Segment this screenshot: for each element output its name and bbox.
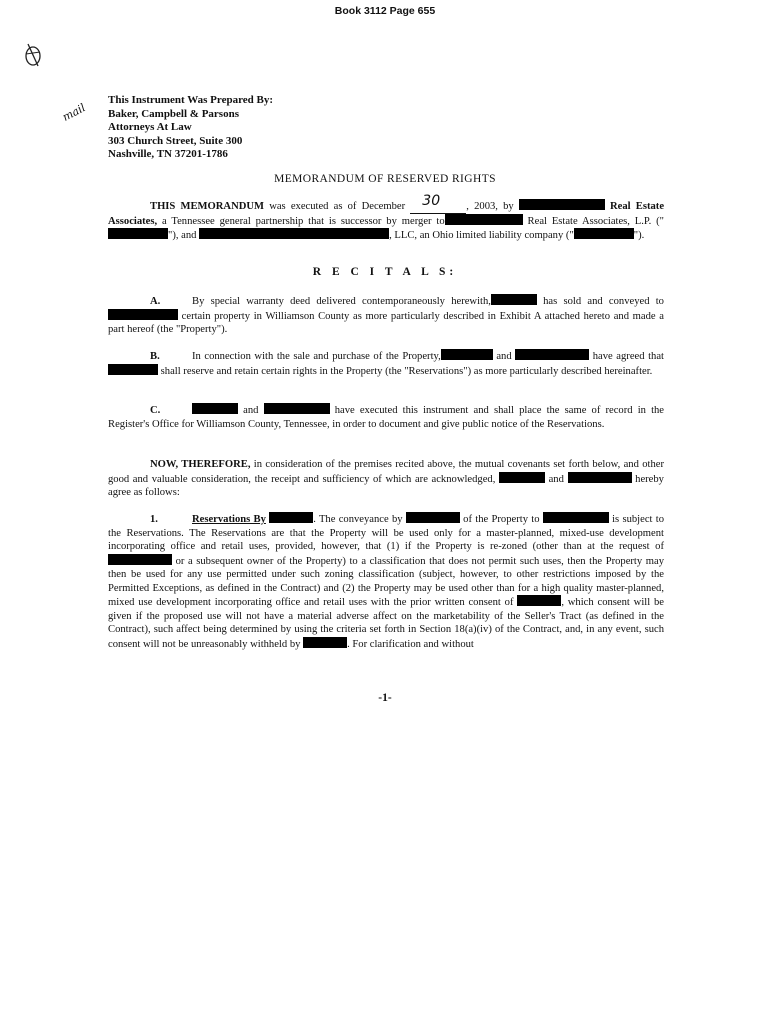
section-text: is subject to the Reservations. The Reservations are that the Property will be used only for a master-planned, mixed-use development incorporating office and retail uses, provided, however, that (1) if the Property is re-zoned (other than at the request of <box>108 514 664 552</box>
page-number: -1- <box>378 692 392 704</box>
redaction-bar <box>574 228 634 239</box>
section-text: . The conveyance by <box>313 514 406 525</box>
recital-b <box>108 349 664 378</box>
redaction-bar <box>515 349 589 360</box>
section-1 <box>108 512 664 651</box>
intro-text: was executed as of December <box>264 201 411 212</box>
redaction-bar <box>499 472 545 483</box>
now-therefore-text: and <box>544 473 568 485</box>
intro-text: Real Estate Associates, L.P. (" <box>527 215 665 227</box>
handwritten-date: 30 <box>422 192 441 209</box>
intro-text: , 2003, by <box>466 201 519 212</box>
intro-text: a Tennessee general partnership that is successor by merger to <box>157 215 445 227</box>
recital-label: C. <box>150 405 161 416</box>
redaction-bar <box>199 228 389 239</box>
redaction-bar <box>108 364 158 375</box>
recital-text: By special warranty deed delivered contemporaneously herewith, <box>192 296 491 307</box>
section-text: , which consent will be given if the proposed use will not have a material adverse affect on the marketability of the Seller's Tract (as defined in the Contract), such affect being determined by using the criteria set forth in Section 18(a)(iv) of the Contract, and, in any event, such consent will not be unreasonably withheld by <box>108 597 664 650</box>
section-text: . For clarification and without <box>347 638 474 650</box>
redaction-bar <box>269 512 313 523</box>
recital-a <box>108 294 664 337</box>
recital-text: shall reserve and retain certain rights in the Property (the "Reservations") as more particularly described hereinafter. <box>158 365 653 377</box>
now-therefore-text: in consideration of the premises recited above, the mutual covenants set forth below, and other good and valuable consideration, the receipt and sufficiency of which are acknowledged, <box>108 459 664 485</box>
redaction-bar <box>108 309 178 320</box>
redaction-bar <box>491 294 537 305</box>
redaction-bar <box>192 403 238 414</box>
now-therefore-paragraph <box>108 458 664 500</box>
redaction-bar <box>543 512 609 523</box>
now-therefore-lead: NOW, THEREFORE, <box>150 459 251 470</box>
recital-text: In connection with the sale and purchase of the Property, <box>192 351 441 362</box>
handwritten-initial-mark <box>22 42 44 68</box>
book-page-header: Book 3112 Page 655 <box>334 5 436 17</box>
intro-text: "). <box>633 230 645 241</box>
redaction-bar <box>406 512 460 523</box>
intro-text: "), and <box>168 230 200 241</box>
redaction-bar <box>517 595 561 606</box>
redaction-bar <box>108 228 168 239</box>
recital-text: and <box>492 351 516 362</box>
section-text: of the Property to <box>459 514 543 525</box>
preparer-line: Baker, Campbell & Parsons <box>108 107 239 120</box>
recital-label: B. <box>150 351 160 362</box>
handwritten-date-blank <box>410 192 466 214</box>
intro-paragraph <box>108 192 665 243</box>
redaction-bar <box>441 349 493 360</box>
section-number: 1. <box>150 514 158 525</box>
recital-text: have agreed that <box>589 351 664 362</box>
recital-label: A. <box>150 296 161 307</box>
redaction-bar <box>108 554 172 565</box>
recital-c <box>108 403 664 431</box>
recitals-heading: R E C I T A L S: <box>312 266 458 278</box>
intro-text: Real Estate Associates, <box>108 201 665 227</box>
now-therefore-text: hereby agree as follows: <box>108 473 664 498</box>
section-heading: Reservations By <box>192 514 266 525</box>
recital-text: have executed this instrument and shall place the same of record in the Register's Office for Williamson County, Tennessee, in order to document and give public notice of the Reservations. <box>108 405 665 430</box>
document-title: MEMORANDUM OF RESERVED RIGHTS <box>274 173 496 185</box>
preparer-block <box>108 94 273 162</box>
redaction-bar <box>519 199 605 210</box>
recital-text: certain property in Williamson County as more particularly described in Exhibit A attached hereto and made a part hereof (the "Property"). <box>108 310 664 335</box>
redaction-bar <box>264 403 330 414</box>
intro-text: , LLC, an Ohio limited liability company (" <box>389 230 574 241</box>
preparer-line: Attorneys At Law <box>108 121 192 134</box>
recital-text: and <box>238 405 264 416</box>
redaction-bar <box>303 637 347 648</box>
redaction-bar <box>445 214 523 225</box>
preparer-line: 303 Church Street, Suite 300 <box>108 134 243 147</box>
preparer-line: Nashville, TN 37201-1786 <box>108 148 228 161</box>
redaction-bar <box>568 472 632 483</box>
recital-text: has sold and conveyed to <box>536 296 664 307</box>
section-text: or a subsequent owner of the Property) to a classification that does not permit such uses, then the Property may then be used for any use permitted under such zoning classification (subject, however, to other restrictions imposed by the Permitted Exceptions, as defined in the Contract) and (2) the Property may be used other than for a high quality master-planned, mixed use development incorporating office and retail uses with the prior written consent of <box>108 555 664 608</box>
intro-lead: THIS MEMORANDUM <box>150 201 265 212</box>
preparer-line: This Instrument Was Prepared By: <box>108 94 274 106</box>
handwritten-margin-note: mail <box>60 101 88 124</box>
